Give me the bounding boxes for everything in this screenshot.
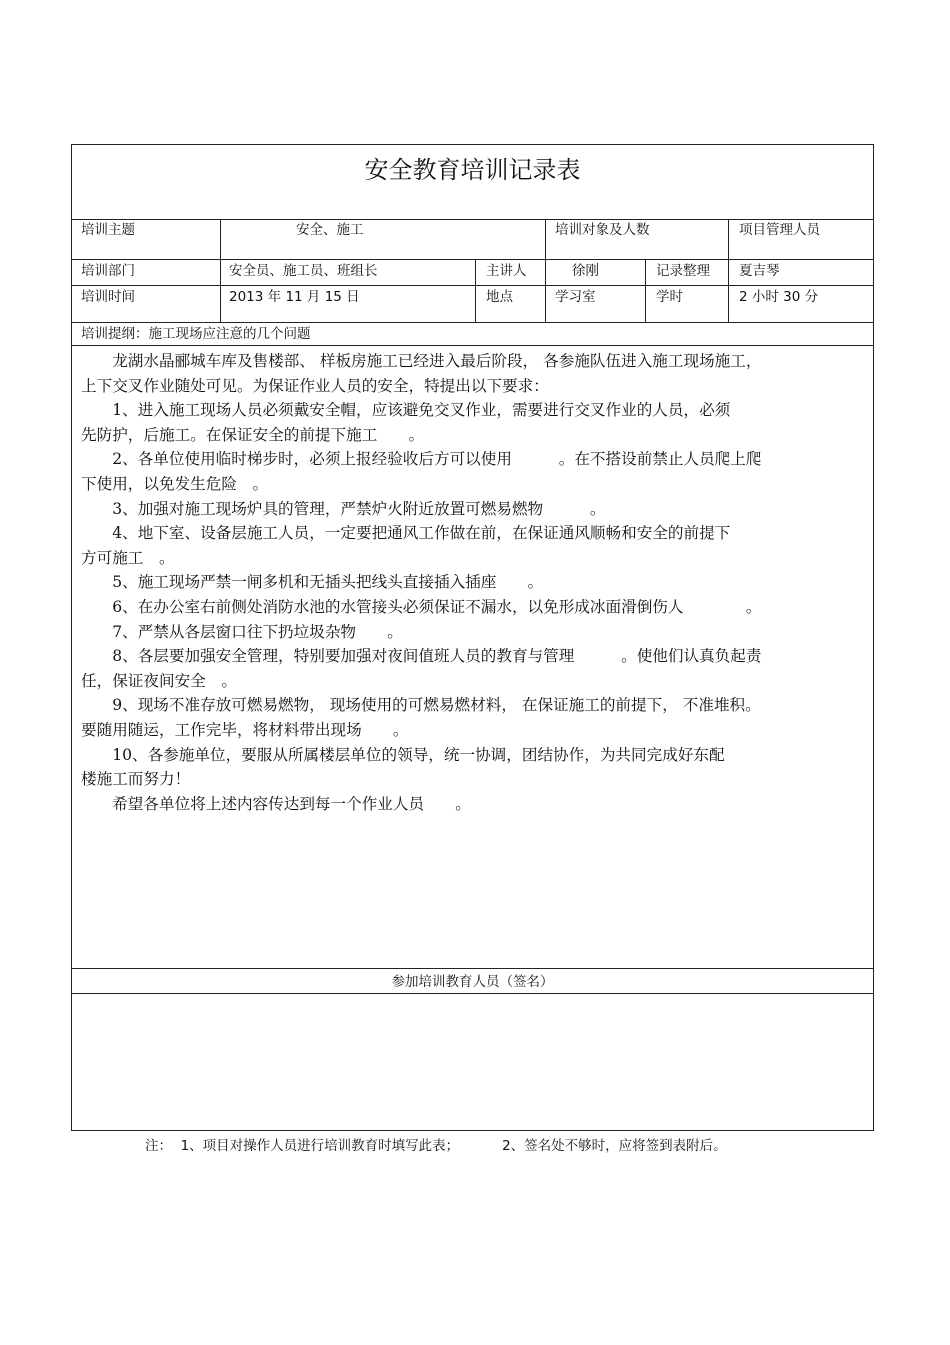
time-label: 培训时间 [81, 289, 135, 305]
signature-area[interactable] [72, 994, 873, 1130]
place-value: 学习室 [555, 289, 596, 305]
hours-value: 2 小时 30 分 [739, 289, 819, 305]
row-divider [72, 219, 873, 220]
audience-label: 培训对象及人数 [555, 222, 650, 238]
training-content [81, 349, 871, 816]
row-divider [72, 322, 873, 323]
content-line: 2、各单位使用临时梯步时，必须上报经验收后方可以使用 。在不搭设前禁止人员爬上爬 [81, 450, 762, 469]
row-divider [72, 968, 873, 969]
department-value: 安全员、施工员、班组长 [229, 263, 378, 279]
content-line: 4、地下室、设备层施工人员，一定要把通风工作做在前，在保证通风顺畅和安全的前提下 [81, 524, 731, 543]
signature-section-header: 参加培训教育人员（签名） [391, 974, 554, 990]
content-line: 7、严禁从各层窗口往下扔垃圾杂物 。 [81, 622, 403, 641]
row-divider [72, 259, 873, 260]
department-label: 培训部门 [81, 263, 135, 279]
content-line: 希望各单位将上述内容传达到每一个作业人员 。 [81, 794, 471, 813]
topic-value: 安全、施工 [296, 222, 364, 238]
col-divider [545, 219, 546, 322]
row-divider [72, 345, 873, 346]
recorder-value: 夏吉琴 [739, 263, 780, 279]
col-divider [645, 259, 646, 322]
content-line: 任，保证夜间安全 。 [81, 671, 237, 690]
content-line: 先防护，后施工。在保证安全的前提下施工 。 [81, 425, 425, 444]
form-title: 安全教育培训记录表 [364, 156, 581, 184]
content-line: 下使用，以免发生危险 。 [81, 474, 269, 493]
content-line: 6、在办公室右前侧处消防水池的水管接头必须保证不漏水，以免形成冰面滑倒伤人 。 [81, 597, 762, 616]
row-divider [72, 285, 873, 286]
content-line: 3、加强对施工现场炉具的管理，严禁炉火附近放置可燃易燃物 。 [81, 499, 606, 518]
topic-label: 培训主题 [81, 222, 135, 238]
content-line: 9、现场不准存放可燃易燃物， 现场使用的可燃易燃材料， 在保证施工的前提下， 不准堆积。 [81, 696, 761, 715]
audience-value: 项目管理人员 [739, 222, 820, 238]
content-line: 5、施工现场严禁一闸多机和无插头把线头直接插入插座 。 [81, 573, 544, 592]
content-line: 要随用随运，工作完毕，将材料带出现场 。 [81, 720, 409, 739]
hours-label: 学时 [656, 289, 683, 305]
content-line: 方可施工 。 [81, 548, 175, 567]
speaker-label: 主讲人 [486, 263, 527, 279]
content-line: 1、进入施工现场人员必须戴安全帽，应该避免交叉作业，需要进行交叉作业的人员，必须 [81, 401, 731, 420]
recorder-label: 记录整理 [656, 263, 710, 279]
content-line: 上下交叉作业随处可见。为保证作业人员的安全，特提出以下要求： [81, 376, 549, 395]
col-divider [220, 219, 221, 322]
training-outline: 培训提纲：施工现场应注意的几个问题 [81, 326, 311, 342]
speaker-value: 徐刚 [572, 263, 599, 279]
content-line: 8、各层要加强安全管理，特别要加强对夜间值班人员的教育与管理 。使他们认真负起责 [81, 647, 762, 666]
place-label: 地点 [486, 289, 513, 305]
content-line: 楼施工而努力！ [81, 770, 191, 789]
content-line: 10、各参施单位，要服从所属楼层单位的领导，统一协调，团结协作，为共同完成好东配 [81, 745, 725, 764]
time-value: 2013 年 11 月 15 日 [229, 289, 360, 305]
col-divider [475, 259, 476, 322]
training-record-form [71, 144, 874, 1131]
col-divider [728, 219, 729, 322]
content-line: 龙湖水晶郦城车库及售楼部、 样板房施工已经进入最后阶段， 各参施队伍进入施工现场施工， [81, 352, 762, 370]
footnote: 注： 1、项目对操作人员进行培训教育时填写此表； 2、签名处不够时，应将签到表附后。 [145, 1138, 727, 1154]
